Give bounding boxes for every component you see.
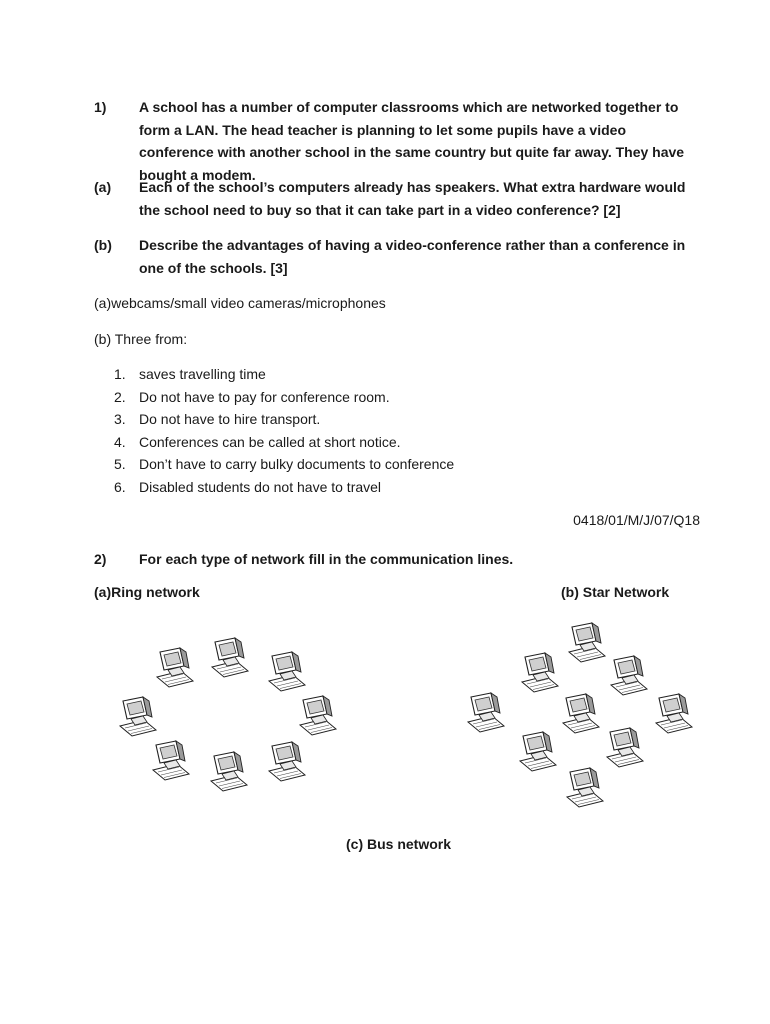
answer-a: (a)webcams/small video cameras/microphones [94, 295, 386, 311]
computer-icon [300, 696, 336, 735]
question-reference: 0418/01/M/J/07/Q18 [573, 512, 700, 528]
computer-icon [120, 697, 156, 736]
computer-icon [269, 742, 305, 781]
computer-icon [522, 653, 558, 692]
computer-icon [157, 648, 193, 687]
answer-b-intro: (b) Three from: [94, 331, 188, 347]
computer-icon [656, 694, 692, 733]
computer-icon [607, 728, 643, 767]
question-1a-text: Each of the school’s computers already has speakers. What extra hardware would the school need to buy so that it can take part in a video conference? [2] [139, 179, 686, 218]
question-1b-text: Describe the advantages of having a video-conference rather than a conference in one of the schools. [3] [139, 237, 686, 276]
question-1-text: A school has a number of computer classrooms which are networked together to form a LAN. The head teacher is planning to let some pupils have a video conference with another school in the same country but quite far away. They have bought a modem. [139, 99, 685, 183]
bus-network-label: (c) Bus network [346, 836, 452, 852]
computer-icon [567, 768, 603, 807]
computer-icon [153, 741, 189, 780]
ring-network-computers [120, 638, 336, 791]
question-1-number: 1) [94, 99, 107, 115]
computer-icon [569, 623, 605, 662]
star-network-computers [468, 623, 692, 807]
question-2-number: 2) [94, 551, 107, 567]
computer-icon [468, 693, 504, 732]
question-1a-label: (a) [94, 179, 112, 195]
computer-icon [211, 752, 247, 791]
worksheet-page: 1) A school has a number of computer classrooms which are networked together to form a LAN. The head teacher is planning to let some pupils have a video conference with another school in the same country but quite far away. They have bought a modem. (a) Each of the school’s computers already has speakers. What extra hardware would the school need to buy so that it can take part in a video conference? [2] (b) Describe the advantages of having a video-conference rather than a conference in one of the schools. [3] (a)webcams/small video cameras/microphones (b) Three from: 1. saves travelling time 2. Do not have to pay for conference room. 3. Do not have to hire transport. 4. Conferences can be called at short notice. 5. Don’t have to carry bulky documents to conference 6. Disabled students do not have to travel 0418/01/M/J/07/Q18 2) For each type of network fill in the communication lines. (a)Ring network (b) Star Network (c) Bus network [0, 0, 770, 1024]
computer-icon [563, 694, 599, 733]
computer-icon [611, 656, 647, 695]
computer-icon [212, 638, 248, 677]
star-network-label: (b) Star Network [561, 584, 670, 600]
question-2-text: For each type of network fill in the communication lines. [139, 551, 514, 567]
ring-network-label: (a)Ring network [94, 584, 200, 600]
question-1b-label: (b) [94, 237, 112, 253]
computer-icon [520, 732, 556, 771]
computer-icon [269, 652, 305, 691]
